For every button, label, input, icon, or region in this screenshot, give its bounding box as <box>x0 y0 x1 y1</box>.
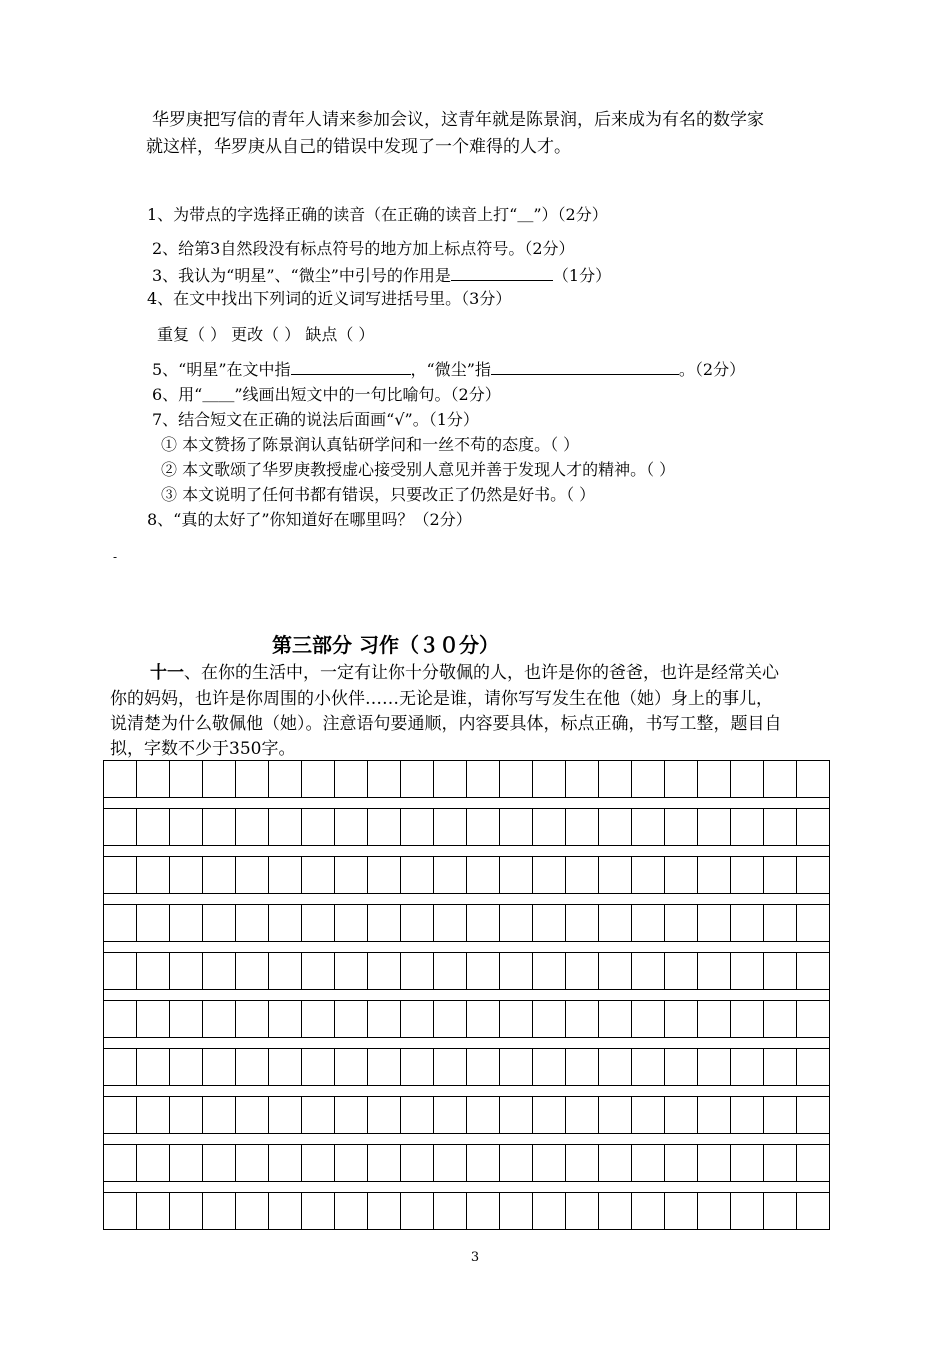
question-3 <box>152 264 611 287</box>
grid-cell[interactable] <box>467 809 500 845</box>
page-number: 3 <box>470 1250 480 1265</box>
grid-cell[interactable] <box>368 953 401 989</box>
grid-row-gap <box>103 1086 830 1096</box>
grid-cell[interactable] <box>467 1001 500 1037</box>
grid-cell[interactable] <box>533 1193 566 1229</box>
grid-cell[interactable] <box>203 1049 236 1085</box>
question-5-score: 。（2分） <box>678 360 746 379</box>
prompt-line-3: 说清楚为什么敬佩他（她）。注意语句要通顺，内容要具体，标点正确，书写工整，题目自 <box>110 714 782 734</box>
grid-cell[interactable] <box>665 1049 698 1085</box>
grid-cell[interactable] <box>104 953 137 989</box>
grid-cell[interactable] <box>797 1049 829 1085</box>
grid-cell[interactable] <box>797 905 829 941</box>
grid-cell[interactable] <box>434 857 467 893</box>
grid-cell[interactable] <box>698 953 731 989</box>
grid-cell[interactable] <box>566 1097 599 1133</box>
grid-cell[interactable] <box>566 1193 599 1229</box>
grid-cell[interactable] <box>401 1001 434 1037</box>
grid-cell[interactable] <box>269 1145 302 1181</box>
grid-cell[interactable] <box>170 1145 203 1181</box>
grid-cell[interactable] <box>401 761 434 797</box>
grid-cell[interactable] <box>236 1097 269 1133</box>
grid-cell[interactable] <box>533 761 566 797</box>
grid-cell[interactable] <box>434 953 467 989</box>
grid-cell[interactable] <box>764 857 797 893</box>
grid-cell[interactable] <box>797 857 829 893</box>
grid-cell[interactable] <box>137 953 170 989</box>
grid-cell[interactable] <box>698 809 731 845</box>
grid-row-gap <box>103 1038 830 1048</box>
question-7: 7、结合短文在正确的说法后面画“√”。（1分） <box>152 410 479 429</box>
grid-cell[interactable] <box>632 1049 665 1085</box>
grid-cell[interactable] <box>665 1193 698 1229</box>
grid-cell[interactable] <box>401 953 434 989</box>
grid-cell[interactable] <box>368 809 401 845</box>
grid-cell[interactable] <box>401 1049 434 1085</box>
grid-cell[interactable] <box>533 905 566 941</box>
grid-cell[interactable] <box>104 905 137 941</box>
grid-row[interactable] <box>103 952 830 990</box>
grid-cell[interactable] <box>368 857 401 893</box>
grid-cell[interactable] <box>137 857 170 893</box>
grid-cell[interactable] <box>104 1097 137 1133</box>
grid-cell[interactable] <box>104 761 137 797</box>
grid-cell[interactable] <box>434 1001 467 1037</box>
grid-cell[interactable] <box>203 1193 236 1229</box>
grid-cell[interactable] <box>467 1097 500 1133</box>
grid-cell[interactable] <box>137 1097 170 1133</box>
grid-row-gap <box>103 894 830 904</box>
grid-cell[interactable] <box>302 857 335 893</box>
grid-cell[interactable] <box>632 905 665 941</box>
grid-cell[interactable] <box>170 953 203 989</box>
grid-cell[interactable] <box>335 857 368 893</box>
prompt-line-4: 拟，字数不少于350字。 <box>110 739 296 759</box>
question-1: 1、为带点的字选择正确的读音（在正确的读音上打“＿”）（2分） <box>147 205 608 224</box>
answer-blank[interactable] <box>291 358 411 375</box>
grid-cell[interactable] <box>302 1097 335 1133</box>
grid-row-gap <box>103 1182 830 1192</box>
grid-cell[interactable] <box>599 809 632 845</box>
grid-cell[interactable] <box>104 1145 137 1181</box>
grid-cell[interactable] <box>302 1145 335 1181</box>
question-5-text-b: ，“微尘”指 <box>410 360 491 379</box>
question-3-text: 3、我认为“明星”、“微尘”中引号的作用是 <box>152 266 451 285</box>
grid-cell[interactable] <box>236 761 269 797</box>
prompt-line-1 <box>150 661 779 685</box>
grid-row[interactable] <box>103 1048 830 1086</box>
grid-cell[interactable] <box>533 1049 566 1085</box>
question-5-text: 5、“明星”在文中指 <box>152 360 291 379</box>
grid-cell[interactable] <box>368 1145 401 1181</box>
grid-cell[interactable] <box>764 1049 797 1085</box>
grid-row[interactable] <box>103 760 830 798</box>
grid-cell[interactable] <box>302 1001 335 1037</box>
grid-cell[interactable] <box>797 1097 829 1133</box>
grid-row[interactable] <box>103 1192 830 1230</box>
grid-cell[interactable] <box>632 1193 665 1229</box>
grid-row[interactable] <box>103 1000 830 1038</box>
grid-row[interactable] <box>103 856 830 894</box>
grid-cell[interactable] <box>500 1145 533 1181</box>
grid-cell[interactable] <box>104 1049 137 1085</box>
grid-cell[interactable] <box>401 1193 434 1229</box>
grid-cell[interactable] <box>434 809 467 845</box>
section-title: 第三部分 习作（３０分） <box>272 633 499 657</box>
grid-cell[interactable] <box>467 905 500 941</box>
grid-cell[interactable] <box>764 953 797 989</box>
grid-cell[interactable] <box>236 953 269 989</box>
grid-cell[interactable] <box>566 809 599 845</box>
grid-cell[interactable] <box>269 905 302 941</box>
grid-cell[interactable] <box>500 1001 533 1037</box>
grid-cell[interactable] <box>599 1097 632 1133</box>
question-4: 4、在文中找出下列词的近义词写进括号里。（3分） <box>147 289 512 308</box>
grid-cell[interactable] <box>764 1145 797 1181</box>
grid-cell[interactable] <box>104 1193 137 1229</box>
grid-cell[interactable] <box>698 1193 731 1229</box>
question-2: 2、给第3自然段没有标点符号的地方加上标点符号。（2分） <box>152 239 575 258</box>
grid-cell[interactable] <box>434 1145 467 1181</box>
grid-cell[interactable] <box>599 1001 632 1037</box>
grid-cell[interactable] <box>302 905 335 941</box>
grid-cell[interactable] <box>401 1097 434 1133</box>
grid-cell[interactable] <box>401 1145 434 1181</box>
grid-cell[interactable] <box>269 953 302 989</box>
grid-cell[interactable] <box>269 857 302 893</box>
grid-row[interactable] <box>103 1144 830 1182</box>
grid-cell[interactable] <box>368 1001 401 1037</box>
grid-cell[interactable] <box>731 1145 764 1181</box>
grid-cell[interactable] <box>368 1097 401 1133</box>
grid-cell[interactable] <box>170 1193 203 1229</box>
grid-cell[interactable] <box>269 1193 302 1229</box>
grid-cell[interactable] <box>170 1049 203 1085</box>
answer-blank[interactable] <box>491 358 679 375</box>
grid-cell[interactable] <box>566 1049 599 1085</box>
grid-cell[interactable] <box>731 1097 764 1133</box>
grid-cell[interactable] <box>269 1049 302 1085</box>
passage-line: 华罗庚把写信的青年人请来参加会议，这青年就是陈景润，后来成为有名的数学家 <box>152 110 764 130</box>
grid-cell[interactable] <box>566 953 599 989</box>
grid-cell[interactable] <box>467 1193 500 1229</box>
grid-cell[interactable] <box>335 1049 368 1085</box>
grid-cell[interactable] <box>236 1145 269 1181</box>
grid-cell[interactable] <box>764 1097 797 1133</box>
grid-cell[interactable] <box>269 1097 302 1133</box>
question-6: 6、用“＿＿”线画出短文中的一句比喻句。（2分） <box>152 385 501 404</box>
grid-cell[interactable] <box>599 953 632 989</box>
grid-cell[interactable] <box>632 857 665 893</box>
grid-cell[interactable] <box>203 1001 236 1037</box>
grid-cell[interactable] <box>236 1001 269 1037</box>
grid-cell[interactable] <box>170 761 203 797</box>
grid-cell[interactable] <box>401 905 434 941</box>
grid-cell[interactable] <box>665 1145 698 1181</box>
grid-cell[interactable] <box>302 761 335 797</box>
grid-cell[interactable] <box>137 1001 170 1037</box>
grid-cell[interactable] <box>104 809 137 845</box>
grid-cell[interactable] <box>665 953 698 989</box>
grid-cell[interactable] <box>632 1097 665 1133</box>
grid-cell[interactable] <box>599 1049 632 1085</box>
grid-row-gap <box>103 846 830 856</box>
grid-cell[interactable] <box>236 1049 269 1085</box>
grid-cell[interactable] <box>599 1145 632 1181</box>
grid-row-gap <box>103 942 830 952</box>
grid-cell[interactable] <box>533 953 566 989</box>
grid-cell[interactable] <box>665 857 698 893</box>
grid-cell[interactable] <box>467 1049 500 1085</box>
grid-cell[interactable] <box>335 1001 368 1037</box>
grid-cell[interactable] <box>698 1001 731 1037</box>
question-3-score: （1分） <box>552 266 612 285</box>
grid-cell[interactable] <box>632 809 665 845</box>
grid-cell[interactable] <box>698 1145 731 1181</box>
grid-cell[interactable] <box>731 809 764 845</box>
grid-row-gap <box>103 798 830 808</box>
passage-line: 就这样，华罗庚从自己的错误中发现了一个难得的人才。 <box>146 137 571 157</box>
grid-cell[interactable] <box>170 809 203 845</box>
question-5 <box>152 358 745 381</box>
grid-cell[interactable] <box>434 905 467 941</box>
grid-cell[interactable] <box>500 1049 533 1085</box>
grid-cell[interactable] <box>566 857 599 893</box>
grid-cell[interactable] <box>137 761 170 797</box>
grid-cell[interactable] <box>698 1049 731 1085</box>
grid-cell[interactable] <box>170 1001 203 1037</box>
grid-cell[interactable] <box>104 857 137 893</box>
grid-row[interactable] <box>103 1096 830 1134</box>
grid-cell[interactable] <box>566 1145 599 1181</box>
grid-cell[interactable] <box>665 905 698 941</box>
grid-cell[interactable] <box>797 1145 829 1181</box>
grid-cell[interactable] <box>764 809 797 845</box>
grid-cell[interactable] <box>203 857 236 893</box>
grid-cell[interactable] <box>335 761 368 797</box>
grid-cell[interactable] <box>203 1097 236 1133</box>
grid-row-gap <box>103 990 830 1000</box>
grid-cell[interactable] <box>665 809 698 845</box>
grid-cell[interactable] <box>203 1145 236 1181</box>
grid-cell[interactable] <box>434 761 467 797</box>
grid-cell[interactable] <box>764 761 797 797</box>
grid-cell[interactable] <box>170 905 203 941</box>
grid-cell[interactable] <box>500 905 533 941</box>
grid-cell[interactable] <box>665 1097 698 1133</box>
grid-cell[interactable] <box>335 1193 368 1229</box>
grid-cell[interactable] <box>269 1001 302 1037</box>
grid-cell[interactable] <box>731 1001 764 1037</box>
grid-cell[interactable] <box>302 1049 335 1085</box>
grid-cell[interactable] <box>797 1001 829 1037</box>
grid-cell[interactable] <box>368 761 401 797</box>
grid-cell[interactable] <box>731 1193 764 1229</box>
grid-cell[interactable] <box>632 1145 665 1181</box>
grid-cell[interactable] <box>203 953 236 989</box>
grid-cell[interactable] <box>533 857 566 893</box>
grid-cell[interactable] <box>137 1145 170 1181</box>
grid-cell[interactable] <box>533 1001 566 1037</box>
grid-cell[interactable] <box>368 1049 401 1085</box>
grid-cell[interactable] <box>533 1097 566 1133</box>
grid-cell[interactable] <box>203 809 236 845</box>
grid-cell[interactable] <box>467 1145 500 1181</box>
stray-dash: - <box>113 550 118 564</box>
grid-cell[interactable] <box>335 1097 368 1133</box>
grid-cell[interactable] <box>137 809 170 845</box>
grid-cell[interactable] <box>764 1193 797 1229</box>
grid-cell[interactable] <box>368 1193 401 1229</box>
grid-cell[interactable] <box>698 857 731 893</box>
grid-cell[interactable] <box>797 1193 829 1229</box>
grid-cell[interactable] <box>731 761 764 797</box>
grid-cell[interactable] <box>731 953 764 989</box>
grid-cell[interactable] <box>797 953 829 989</box>
grid-cell[interactable] <box>500 953 533 989</box>
grid-cell[interactable] <box>434 1193 467 1229</box>
grid-cell[interactable] <box>401 809 434 845</box>
grid-cell[interactable] <box>665 1001 698 1037</box>
grid-row[interactable] <box>103 904 830 942</box>
question-7-option-3: ③ 本文说明了任何书都有错误，只要改正了仍然是好书。（ ） <box>161 485 596 504</box>
prompt-text: 、在你的生活中，一定有让你十分敬佩的人，也许是你的爸爸，也许是经常关心 <box>184 663 779 683</box>
grid-cell[interactable] <box>764 905 797 941</box>
grid-cell[interactable] <box>566 905 599 941</box>
grid-cell[interactable] <box>137 905 170 941</box>
grid-cell[interactable] <box>335 953 368 989</box>
grid-cell[interactable] <box>566 761 599 797</box>
grid-cell[interactable] <box>566 1001 599 1037</box>
grid-cell[interactable] <box>467 953 500 989</box>
grid-cell[interactable] <box>599 1193 632 1229</box>
grid-cell[interactable] <box>764 1001 797 1037</box>
grid-cell[interactable] <box>302 1193 335 1229</box>
grid-cell[interactable] <box>302 809 335 845</box>
grid-cell[interactable] <box>335 809 368 845</box>
grid-cell[interactable] <box>335 905 368 941</box>
grid-cell[interactable] <box>500 1193 533 1229</box>
grid-cell[interactable] <box>698 761 731 797</box>
grid-cell[interactable] <box>632 953 665 989</box>
grid-cell[interactable] <box>599 857 632 893</box>
grid-row[interactable] <box>103 808 830 846</box>
grid-cell[interactable] <box>434 1049 467 1085</box>
grid-cell[interactable] <box>236 1193 269 1229</box>
grid-cell[interactable] <box>203 761 236 797</box>
grid-cell[interactable] <box>104 1001 137 1037</box>
grid-cell[interactable] <box>236 809 269 845</box>
grid-row-gap <box>103 1134 830 1144</box>
grid-cell[interactable] <box>599 905 632 941</box>
grid-cell[interactable] <box>500 809 533 845</box>
grid-cell[interactable] <box>170 857 203 893</box>
grid-cell[interactable] <box>269 761 302 797</box>
grid-cell[interactable] <box>302 953 335 989</box>
grid-cell[interactable] <box>698 905 731 941</box>
grid-cell[interactable] <box>797 761 829 797</box>
grid-cell[interactable] <box>434 1097 467 1133</box>
grid-cell[interactable] <box>533 809 566 845</box>
grid-cell[interactable] <box>401 857 434 893</box>
grid-cell[interactable] <box>632 761 665 797</box>
grid-cell[interactable] <box>236 857 269 893</box>
grid-cell[interactable] <box>731 1049 764 1085</box>
question-4-words: 重复（ ） 更改（ ） 缺点（ ） <box>157 325 375 344</box>
grid-cell[interactable] <box>731 905 764 941</box>
grid-cell[interactable] <box>467 857 500 893</box>
grid-cell[interactable] <box>170 1097 203 1133</box>
grid-cell[interactable] <box>203 905 236 941</box>
grid-cell[interactable] <box>599 761 632 797</box>
prompt-number: 十一 <box>150 663 184 683</box>
prompt-line-2: 你的妈妈，也许是你周围的小伙伴……无论是谁，请你写写发生在他（她）身上的事儿， <box>110 689 773 709</box>
grid-cell[interactable] <box>731 857 764 893</box>
grid-cell[interactable] <box>500 1097 533 1133</box>
grid-cell[interactable] <box>533 1145 566 1181</box>
question-7-option-1: ① 本文赞扬了陈景润认真钻研学问和一丝不苟的态度。（ ） <box>161 435 580 454</box>
grid-cell[interactable] <box>335 1145 368 1181</box>
grid-cell[interactable] <box>137 1193 170 1229</box>
answer-blank[interactable] <box>451 264 553 281</box>
grid-cell[interactable] <box>632 1001 665 1037</box>
grid-cell[interactable] <box>467 761 500 797</box>
grid-cell[interactable] <box>236 905 269 941</box>
grid-cell[interactable] <box>797 809 829 845</box>
grid-cell[interactable] <box>137 1049 170 1085</box>
question-7-option-2: ② 本文歌颂了华罗庚教授虚心接受别人意见并善于发现人才的精神。（ ） <box>161 460 676 479</box>
grid-cell[interactable] <box>698 1097 731 1133</box>
grid-cell[interactable] <box>500 857 533 893</box>
grid-cell[interactable] <box>269 809 302 845</box>
grid-cell[interactable] <box>665 761 698 797</box>
grid-cell[interactable] <box>500 761 533 797</box>
grid-cell[interactable] <box>368 905 401 941</box>
question-8: 8、“真的太好了”你知道好在哪里吗？（2分） <box>147 510 472 529</box>
